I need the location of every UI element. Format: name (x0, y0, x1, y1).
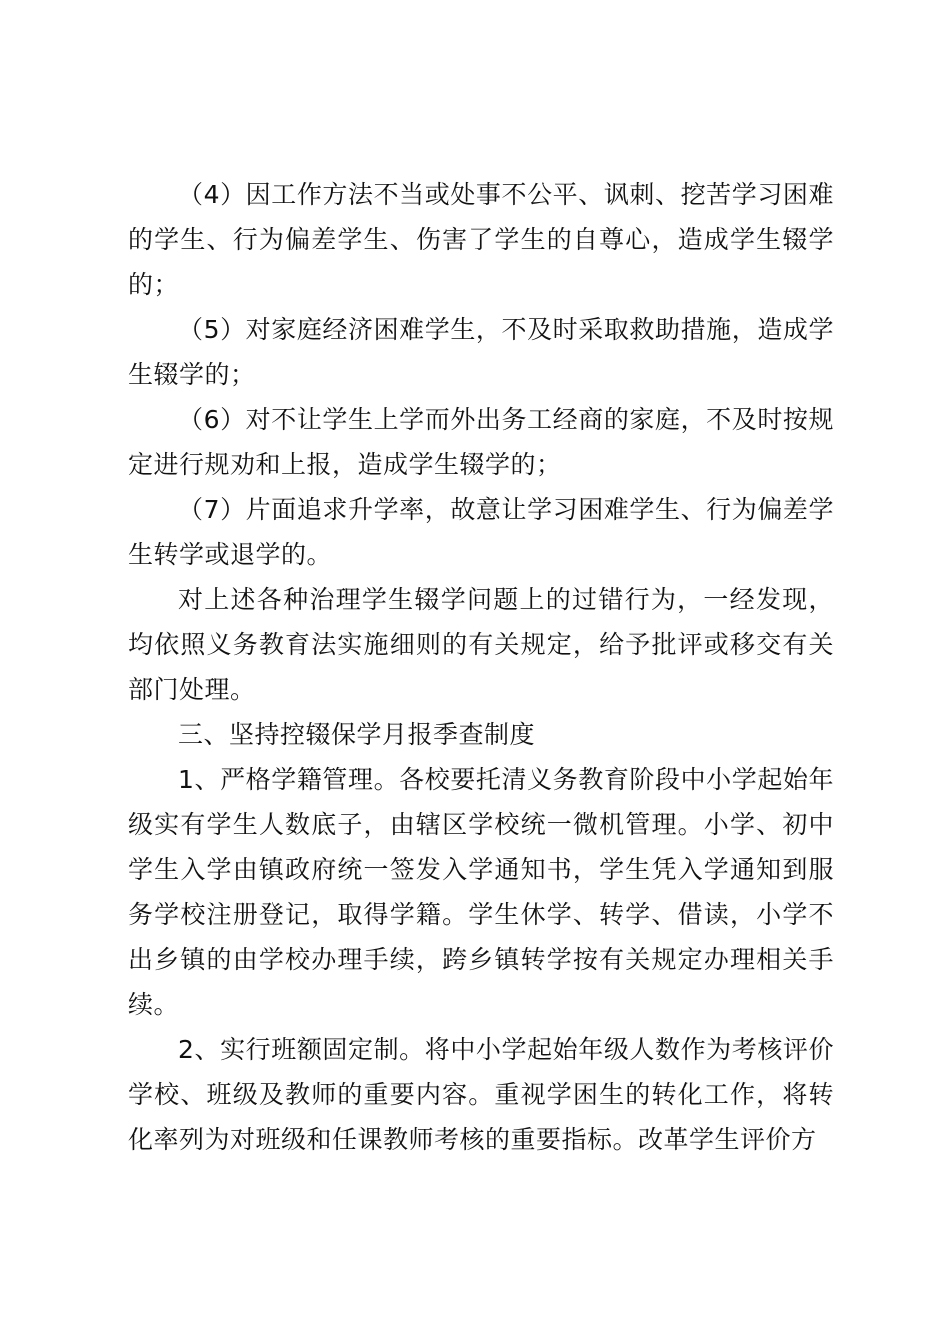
paragraph-item-6: （6）对不让学生上学而外出务工经商的家庭，不及时按规定进行规劝和上报，造成学生辍学的； (128, 405, 834, 479)
paragraph-enrollment-management: 1、严格学籍管理。各校要托清义务教育阶段中小学起始年级实有学生人数底子，由辖区学校统一微机管理。小学、初中学生入学由镇政府统一签发入学通知书，学生凭入学通知到服务学校注册登记，取得学籍。学生休学、转学、借读，小学不出乡镇的由学校办理手续，跨乡镇转学按有关规定办理相关手续。 (128, 765, 834, 1019)
paragraph-item-4: （4）因工作方法不当或处事不公平、讽刺、挖苦学习困难的学生、行为偏差学生、伤害了学生的自尊心，造成学生辍学的； (128, 180, 834, 299)
paragraph-item-7: （7）片面追求升学率，故意让学习困难学生、行为偏差学生转学或退学的。 (128, 495, 834, 569)
paragraph-class-size: 2、实行班额固定制。将中小学起始年级人数作为考核评价学校、班级及教师的重要内容。重视学困生的转化工作，将转化率列为对班级和任课教师考核的重要指标。改革学生评价方 (128, 1035, 834, 1154)
paragraph-summary: 对上述各种治理学生辍学问题上的过错行为，一经发现，均依照义务教育法实施细则的有关规定，给予批评或移交有关部门处理。 (128, 585, 834, 704)
paragraph-item-5: （5）对家庭经济困难学生，不及时采取救助措施，造成学生辍学的； (128, 315, 834, 389)
document-body (128, 172, 834, 1162)
section-heading-3: 三、坚持控辍保学月报季查制度 (178, 720, 536, 749)
